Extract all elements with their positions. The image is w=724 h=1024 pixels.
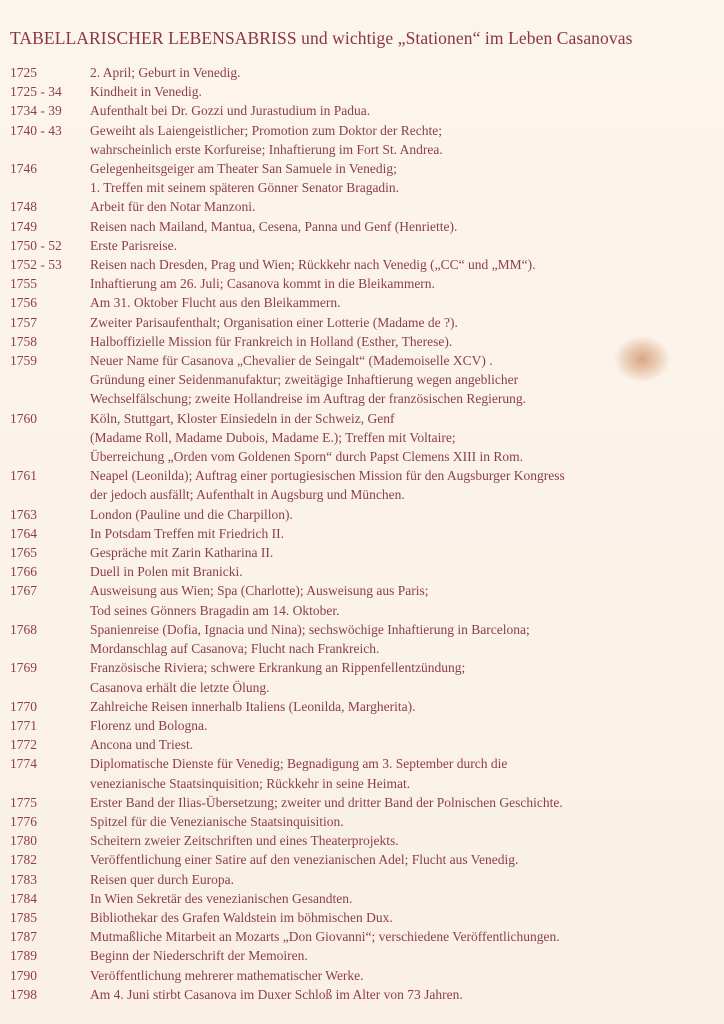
entry-text (90, 870, 720, 889)
entry-text (90, 197, 720, 216)
timeline-entry (0, 332, 724, 351)
timeline-entry (0, 197, 724, 216)
entry-year: 1756 (10, 295, 37, 311)
entry-text-line: Mordanschlag auf Casanova; Flucht nach Frankreich. (90, 641, 380, 657)
entry-text-line: Arbeit für den Notar Manzoni. (90, 199, 256, 215)
entry-text (90, 793, 720, 812)
timeline-entry (0, 351, 724, 409)
entry-year: 1770 (10, 698, 37, 714)
entry-text (90, 332, 720, 351)
timeline-entry (0, 946, 724, 965)
entry-text-line: Spanienreise (Dofia, Ignacia und Nina); sechswöchige Inhaftierung in Barcelona; (90, 621, 530, 637)
entry-text-line: Gründung einer Seidenmanufaktur; zweitägige Inhaftierung wegen angeblicher (90, 372, 519, 388)
entry-text-line: Erste Parisreise. (90, 237, 177, 253)
entry-year: 1789 (10, 948, 37, 964)
timeline-entry (0, 274, 724, 293)
entry-text (90, 351, 720, 409)
entry-text (90, 966, 720, 985)
entry-text (90, 543, 720, 562)
entry-text-line: Gespräche mit Zarin Katharina II. (90, 545, 274, 561)
entry-year: 1765 (10, 545, 37, 561)
entry-year: 1752 - 53 (10, 257, 62, 273)
entry-text-line: Köln, Stuttgart, Kloster Einsiedeln in der Schweiz, Genf (90, 410, 395, 426)
entry-text (90, 63, 720, 82)
entry-text-line: (Madame Roll, Madame Dubois, Madame E.); Treffen mit Voltaire; (90, 429, 456, 445)
timeline-entry (0, 313, 724, 332)
timeline-entry (0, 927, 724, 946)
timeline-entry (0, 505, 724, 524)
timeline-entry (0, 121, 724, 159)
timeline-entry (0, 754, 724, 792)
entry-year: 1768 (10, 621, 37, 637)
entry-year: 1759 (10, 353, 37, 369)
entry-text (90, 274, 720, 293)
entry-year: 1725 (10, 65, 37, 80)
timeline-entry (0, 850, 724, 869)
entry-year: 1780 (10, 833, 37, 849)
entry-year: 1766 (10, 564, 37, 580)
timeline-entry (0, 831, 724, 850)
timeline-entry (0, 466, 724, 504)
entry-year: 1787 (10, 929, 37, 945)
entry-text-line: Reisen nach Mailand, Mantua, Cesena, Panna und Genf (Henriette). (90, 218, 458, 234)
entry-text-line: wahrscheinlich erste Korfureise; Inhaftierung im Fort St. Andrea. (90, 141, 443, 157)
entry-text (90, 889, 720, 908)
entry-text-line: Erster Band der Ilias-Übersetzung; zweiter und dritter Band der Polnischen Geschichte. (90, 794, 563, 810)
timeline-entry (0, 716, 724, 735)
entry-text (90, 927, 720, 946)
entry-text-line: Ausweisung aus Wien; Spa (Charlotte); Ausweisung aus Paris; (90, 583, 429, 599)
entry-year: 1757 (10, 314, 37, 330)
entry-text-line: Französische Riviera; schwere Erkrankung an Rippenfellentzündung; (90, 660, 466, 676)
entry-text-line: der jedoch ausfällt; Aufenthalt in Augsburg und München. (90, 487, 405, 503)
entry-text (90, 159, 720, 197)
entry-text-line: Florenz und Bologna. (90, 717, 208, 733)
entry-text-line: Wechselfälschung; zweite Hollandreise im Auftrag der französischen Regierung. (90, 391, 527, 407)
entry-text-line: Diplomatische Dienste für Venedig; Begnadigung am 3. September durch die (90, 756, 508, 772)
timeline-list (0, 63, 724, 1004)
entry-text-line: 1. Treffen mit seinem späteren Gönner Senator Bragadin. (90, 180, 400, 196)
timeline-entry (0, 697, 724, 716)
entry-text (90, 101, 720, 120)
entry-text-line: Duell in Polen mit Branicki. (90, 564, 243, 580)
entry-year: 1734 - 39 (10, 103, 62, 119)
entry-text-line: London (Pauline und die Charpillon). (90, 506, 293, 522)
entry-text (90, 716, 720, 735)
entry-text-line: Bibliothekar des Grafen Waldstein im böhmischen Dux. (90, 909, 393, 925)
entry-text-line: 2. April; Geburt in Venedig. (90, 65, 241, 80)
timeline-entry (0, 409, 724, 467)
entry-text (90, 121, 720, 159)
entry-text-line: venezianische Staatsinquisition; Rückkehr in seine Heimat. (90, 775, 411, 791)
entry-text-line: Am 4. Juni stirbt Casanova im Duxer Schloß im Alter von 73 Jahren. (90, 986, 463, 1002)
entry-year: 1749 (10, 218, 37, 234)
entry-text-line: Halboffizielle Mission für Frankreich in Holland (Esther, Therese). (90, 333, 453, 349)
entry-year: 1785 (10, 909, 37, 925)
entry-text-line: Scheitern zweier Zeitschriften und eines Theaterprojekts. (90, 833, 399, 849)
entry-text-line: In Wien Sekretär des venezianischen Gesandten. (90, 890, 353, 906)
entry-year: 1776 (10, 813, 37, 829)
entry-text (90, 82, 720, 101)
entry-text (90, 581, 720, 619)
entry-text-line: Gelegenheitsgeiger am Theater San Samuele in Venedig; (90, 161, 397, 177)
entry-text (90, 293, 720, 312)
entry-year: 1772 (10, 737, 37, 753)
entry-text (90, 466, 720, 504)
entry-year: 1760 (10, 410, 37, 426)
timeline-entry (0, 543, 724, 562)
entry-text (90, 236, 720, 255)
entry-text (90, 850, 720, 869)
timeline-entry (0, 870, 724, 889)
entry-year: 1771 (10, 717, 37, 733)
entry-text-line: Mutmaßliche Mitarbeit an Mozarts „Don Giovanni“; verschiedene Veröffentlichungen. (90, 929, 560, 945)
entry-text (90, 735, 720, 754)
entry-text-line: Kindheit in Venedig. (90, 84, 202, 100)
entry-text (90, 524, 720, 543)
entry-text-line: Spitzel für die Venezianische Staatsinquisition. (90, 813, 344, 829)
entry-text-line: Tod seines Gönners Bragadin am 14. Oktober. (90, 602, 340, 618)
entry-year: 1764 (10, 525, 37, 541)
timeline-entry (0, 620, 724, 658)
timeline-entry (0, 793, 724, 812)
entry-year: 1784 (10, 890, 37, 906)
entry-text (90, 562, 720, 581)
entry-text-line: Inhaftierung am 26. Juli; Casanova kommt in die Bleikammern. (90, 276, 435, 292)
entry-text-line: Beginn der Niederschrift der Memoiren. (90, 948, 308, 964)
entry-text-line: Ancona und Triest. (90, 737, 194, 753)
timeline-entry (0, 293, 724, 312)
entry-text (90, 831, 720, 850)
timeline-entry (0, 889, 724, 908)
entry-text-line: Zweiter Parisaufenthalt; Organisation einer Lotterie (Madame de ?). (90, 314, 458, 330)
timeline-entry (0, 101, 724, 120)
entry-text (90, 697, 720, 716)
timeline-entry (0, 985, 724, 1004)
entry-text-line: Reisen nach Dresden, Prag und Wien; Rückkehr nach Venedig („CC“ und „MM“). (90, 257, 536, 273)
timeline-entry (0, 255, 724, 274)
entry-year: 1775 (10, 794, 37, 810)
entry-text-line: Geweiht als Laiengeistlicher; Promotion zum Doktor der Rechte; (90, 122, 443, 138)
timeline-entry (0, 217, 724, 236)
entry-text-line: Veröffentlichung einer Satire auf den venezianischen Adel; Flucht aus Venedig. (90, 852, 519, 868)
entry-year: 1769 (10, 660, 37, 676)
entry-text-line: Aufenthalt bei Dr. Gozzi und Jurastudium in Padua. (90, 103, 371, 119)
entry-text-line: Zahlreiche Reisen innerhalb Italiens (Leonilda, Margherita). (90, 698, 416, 714)
timeline-entry (0, 82, 724, 101)
timeline-entry (0, 581, 724, 619)
timeline-entry (0, 735, 724, 754)
entry-text (90, 946, 720, 965)
entry-year: 1746 (10, 161, 37, 177)
timeline-entry (0, 159, 724, 197)
timeline-entry (0, 524, 724, 543)
entry-text-line: Casanova erhält die letzte Ölung. (90, 679, 270, 695)
entry-text (90, 313, 720, 332)
timeline-entry (0, 812, 724, 831)
timeline-entry (0, 966, 724, 985)
entry-text (90, 812, 720, 831)
entry-year: 1725 - 34 (10, 84, 62, 100)
entry-text (90, 908, 720, 927)
entry-text (90, 658, 720, 696)
entry-text (90, 409, 720, 467)
entry-year: 1750 - 52 (10, 237, 62, 253)
entry-year: 1798 (10, 986, 37, 1002)
page-title: TABELLARISCHER LEBENSABRISS und wichtige „Stationen“ im Leben Casanovas (10, 28, 633, 48)
entry-text (90, 620, 720, 658)
entry-text (90, 985, 720, 1004)
entry-text (90, 255, 720, 274)
entry-text (90, 217, 720, 236)
entry-year: 1783 (10, 871, 37, 887)
entry-year: 1767 (10, 583, 37, 599)
timeline-entry (0, 908, 724, 927)
entry-year: 1763 (10, 506, 37, 522)
entry-text-line: Neapel (Leonilda); Auftrag einer portugiesischen Mission für den Augsburger Kongress (90, 468, 565, 484)
entry-text-line: Veröffentlichung mehrerer mathematischer Werke. (90, 967, 364, 983)
entry-year: 1774 (10, 756, 37, 772)
entry-year: 1758 (10, 333, 37, 349)
entry-year: 1740 - 43 (10, 122, 62, 138)
timeline-entry (0, 63, 724, 82)
entry-year: 1748 (10, 199, 37, 215)
entry-text-line: Überreichung „Orden vom Goldenen Sporn“ durch Papst Clemens XIII in Rom. (90, 449, 524, 465)
timeline-entry (0, 562, 724, 581)
entry-text-line: Am 31. Oktober Flucht aus den Bleikammern. (90, 295, 341, 311)
entry-year: 1790 (10, 967, 37, 983)
entry-year: 1755 (10, 276, 37, 292)
entry-text (90, 505, 720, 524)
timeline-entry (0, 658, 724, 696)
entry-year: 1782 (10, 852, 37, 868)
entry-year: 1761 (10, 468, 37, 484)
entry-text-line: In Potsdam Treffen mit Friedrich II. (90, 525, 284, 541)
timeline-entry (0, 236, 724, 255)
entry-text (90, 754, 720, 792)
entry-text-line: Neuer Name für Casanova „Chevalier de Seingalt“ (Mademoiselle XCV) . (90, 353, 493, 369)
entry-text-line: Reisen quer durch Europa. (90, 871, 234, 887)
